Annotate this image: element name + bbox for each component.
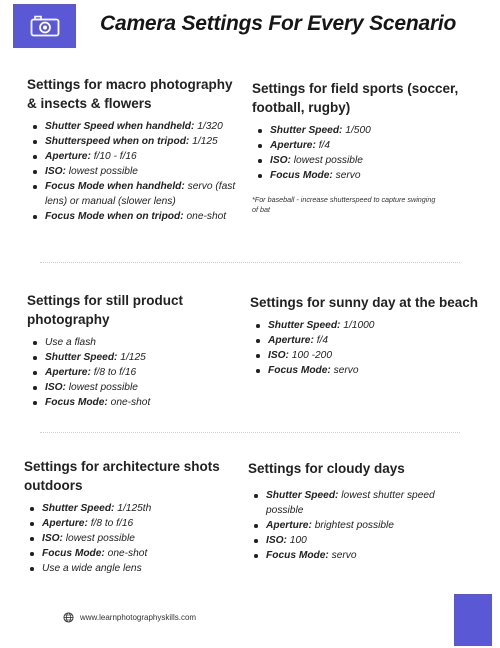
setting-label: Focus Mode: — [42, 548, 105, 559]
list-item — [254, 348, 480, 363]
list-item — [31, 134, 242, 149]
setting-value: servo — [332, 170, 361, 181]
setting-value: f/10 - f/16 — [90, 151, 137, 162]
website-link[interactable]: www.learnphotographyskills.com — [80, 613, 197, 622]
list-item — [252, 533, 448, 548]
setting-label: Aperture: — [266, 520, 312, 531]
section-title: Settings for still product photography — [27, 293, 184, 327]
setting-label: Aperture: — [45, 151, 91, 162]
section-sunny-beach — [250, 293, 480, 378]
setting-value: 1/125 — [117, 352, 146, 363]
divider — [40, 262, 460, 263]
setting-value: 100 -200 — [288, 350, 333, 361]
list-item — [31, 350, 242, 365]
setting-label: Shutter Speed: — [45, 352, 118, 363]
list-item — [252, 488, 448, 518]
setting-value: f/8 to f/16 — [87, 518, 134, 529]
section-cloudy — [248, 459, 448, 563]
setting-value: f/4 — [315, 140, 331, 151]
settings-list — [252, 123, 467, 183]
setting-value: one-shot — [107, 397, 151, 408]
list-item — [31, 149, 242, 164]
setting-label: ISO: — [42, 533, 63, 544]
list-item — [28, 516, 239, 531]
list-item — [31, 179, 242, 209]
setting-label: Shutter Speed: — [270, 125, 343, 136]
setting-label: Focus Mode: — [270, 170, 333, 181]
list-item — [28, 546, 239, 561]
setting-value: 100 — [286, 535, 307, 546]
list-item — [252, 548, 448, 563]
setting-value: Use a wide angle lens — [42, 563, 142, 574]
setting-value: servo — [330, 365, 359, 376]
setting-label: Shutterspeed when on tripod: — [45, 136, 190, 147]
setting-label: Focus Mode: — [266, 550, 329, 561]
footer — [63, 612, 196, 623]
list-item — [256, 153, 467, 168]
section-title: Settings for field sports (soccer, football, rugby) — [252, 81, 459, 115]
setting-label: ISO: — [45, 382, 66, 393]
divider — [40, 432, 460, 433]
setting-value: 1/320 — [194, 121, 223, 132]
setting-label: Focus Mode when on tripod: — [45, 211, 184, 222]
list-item — [28, 561, 239, 576]
settings-list — [27, 119, 242, 224]
setting-label: Aperture: — [270, 140, 316, 151]
settings-list — [27, 335, 242, 410]
list-item — [254, 363, 480, 378]
setting-label: Shutter Speed: — [266, 490, 339, 501]
setting-value: 1/125th — [114, 503, 152, 514]
settings-list — [248, 488, 448, 563]
list-item — [252, 518, 448, 533]
section-title: Settings for macro photography & insects & flowers — [27, 77, 233, 111]
setting-label: Aperture: — [42, 518, 88, 529]
section-title: Settings for cloudy days — [248, 461, 405, 476]
setting-label: ISO: — [268, 350, 289, 361]
section-still-product — [27, 291, 242, 410]
setting-value: one-shot — [104, 548, 148, 559]
list-item — [28, 501, 239, 516]
list-item — [31, 395, 242, 410]
setting-label: Aperture: — [45, 367, 91, 378]
setting-value: lowest possible — [290, 155, 363, 166]
list-item — [256, 168, 467, 183]
setting-label: Focus Mode when handheld: — [45, 181, 185, 192]
list-item — [31, 209, 242, 224]
list-item — [256, 123, 467, 138]
setting-value: 1/500 — [342, 125, 371, 136]
setting-value: 1/1000 — [340, 320, 375, 331]
corner-accent-block — [454, 594, 492, 646]
settings-list — [250, 318, 480, 378]
setting-value: lowest possible — [62, 533, 135, 544]
setting-label: Shutter Speed when handheld: — [45, 121, 195, 132]
section-macro — [27, 75, 242, 224]
list-item — [31, 164, 242, 179]
setting-label: ISO: — [270, 155, 291, 166]
list-item — [31, 119, 242, 134]
setting-value: 1/125 — [189, 136, 218, 147]
setting-value: lowest shutter speed possible — [266, 490, 435, 516]
page-title: Camera Settings For Every Scenario — [100, 12, 457, 35]
setting-value: one-shot — [183, 211, 227, 222]
setting-value: Use a flash — [45, 337, 96, 348]
setting-label: Focus Mode: — [268, 365, 331, 376]
setting-value: servo (fast lens) or manual (slower lens) — [45, 181, 236, 207]
settings-list — [24, 501, 239, 576]
section-title: Settings for architecture shots outdoors — [24, 459, 220, 493]
setting-value: brightest possible — [311, 520, 394, 531]
setting-value: f/8 to f/16 — [90, 367, 137, 378]
globe-icon — [63, 612, 74, 623]
setting-label: Shutter Speed: — [268, 320, 341, 331]
setting-value: lowest possible — [65, 166, 138, 177]
list-item — [31, 335, 242, 350]
section-title: Settings for sunny day at the beach — [250, 295, 479, 310]
setting-value: servo — [328, 550, 357, 561]
setting-label: Aperture: — [268, 335, 314, 346]
logo-box — [13, 4, 76, 48]
camera-icon — [30, 15, 60, 37]
list-item — [28, 531, 239, 546]
section-field-sports — [252, 79, 467, 215]
baseball-note: *For baseball - increase shutterspeed to capture swinging of bat — [252, 195, 436, 214]
setting-value: f/4 — [313, 335, 329, 346]
list-item — [31, 380, 242, 395]
list-item — [254, 318, 480, 333]
list-item — [254, 333, 480, 348]
setting-label: ISO: — [45, 166, 66, 177]
setting-label: ISO: — [266, 535, 287, 546]
setting-value: lowest possible — [65, 382, 138, 393]
setting-label: Focus Mode: — [45, 397, 108, 408]
list-item — [256, 138, 467, 153]
list-item — [31, 365, 242, 380]
setting-label: Shutter Speed: — [42, 503, 115, 514]
section-architecture — [24, 457, 239, 576]
